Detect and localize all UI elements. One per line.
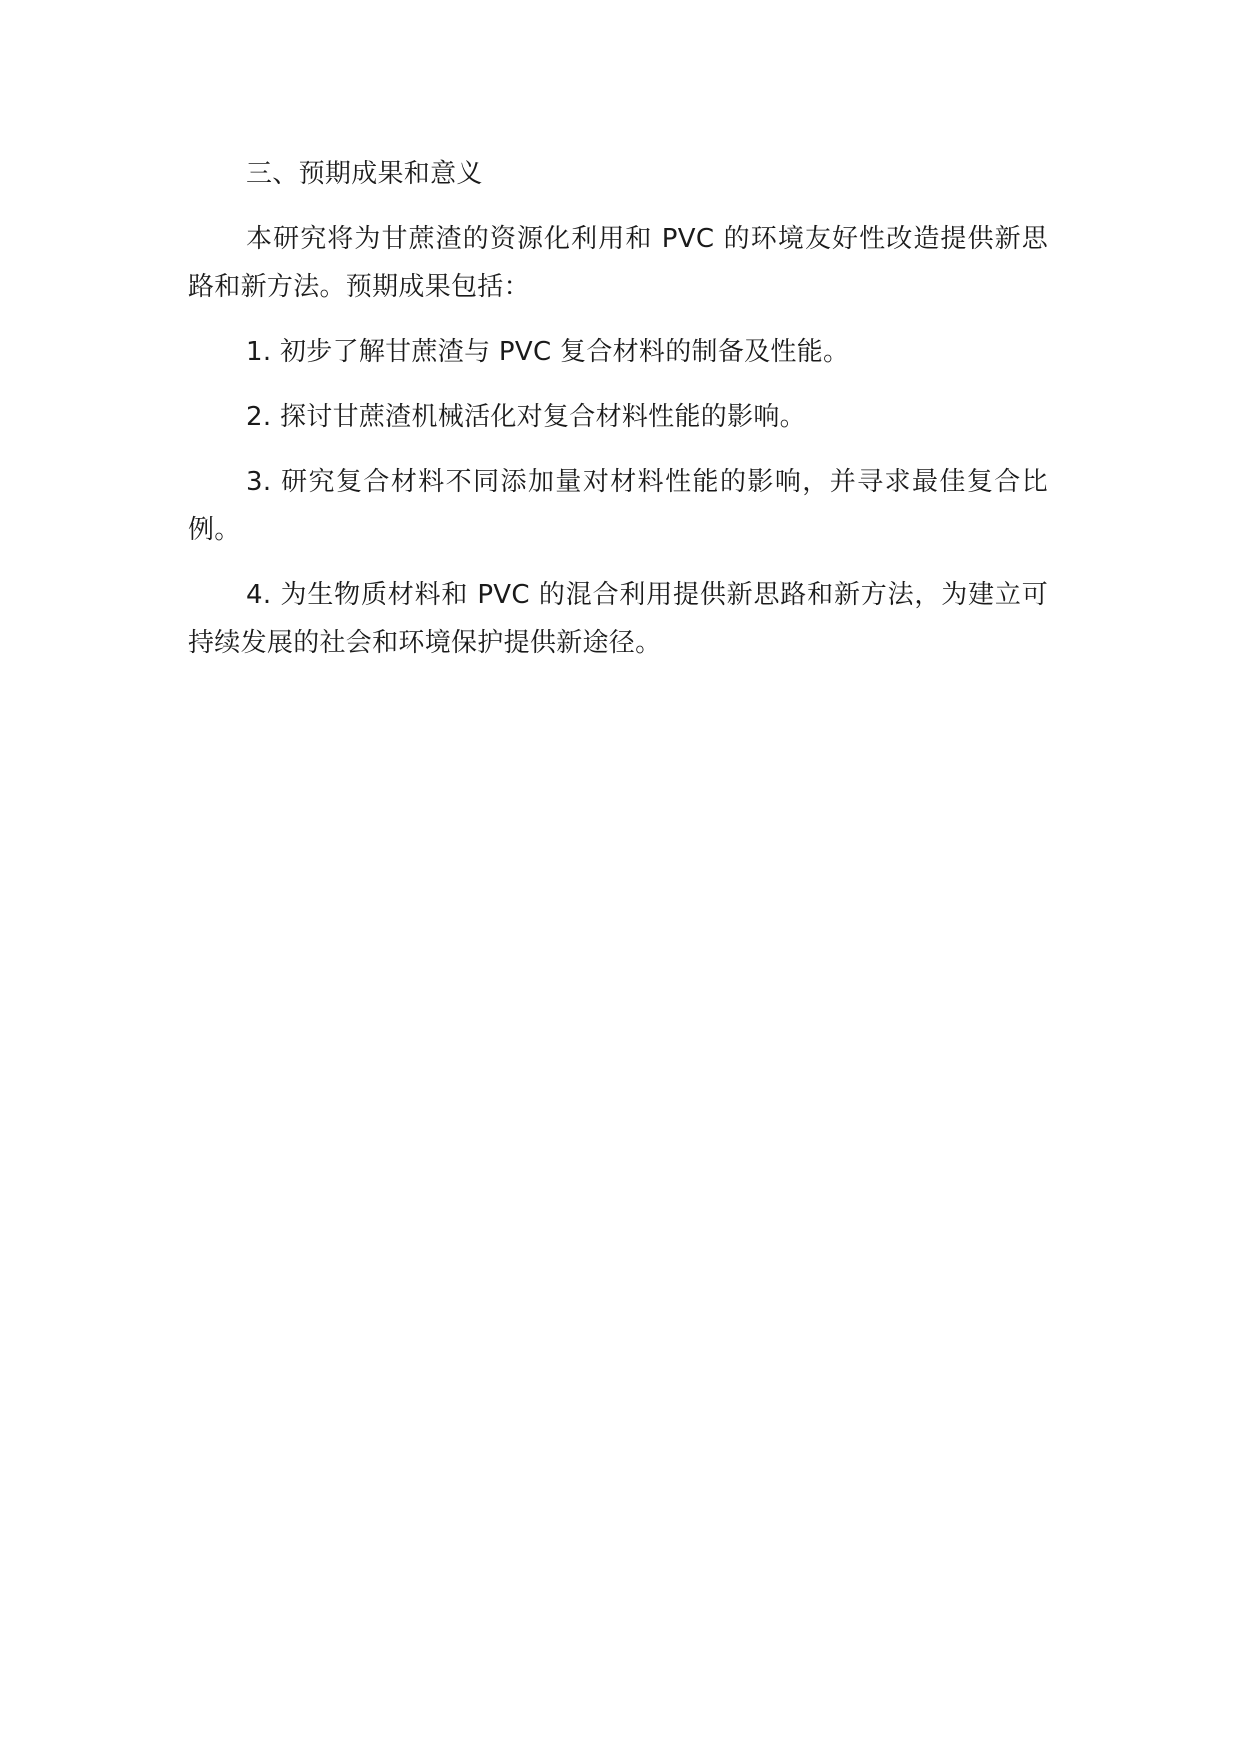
outcome-item-1: 1. 初步了解甘蔗渣与 PVC 复合材料的制备及性能。 (246, 337, 850, 367)
document-body (188, 150, 1048, 684)
outcome-item-2: 2. 探讨甘蔗渣机械活化对复合材料性能的影响。 (246, 402, 806, 432)
outcome-item-4: 4. 为生物质材料和 PVC 的混合利用提供新思路和新方法，为建立可持续发展的社会和环境保护提供新途径。 (188, 580, 1048, 658)
intro-paragraph: 本研究将为甘蔗渣的资源化利用和 PVC 的环境友好性改造提供新思路和新方法。预期成果包括： (188, 224, 1048, 302)
outcome-item-3: 3. 研究复合材料不同添加量对材料性能的影响，并寻求最佳复合比例。 (188, 467, 1048, 545)
section-heading: 三、预期成果和意义 (246, 159, 483, 189)
